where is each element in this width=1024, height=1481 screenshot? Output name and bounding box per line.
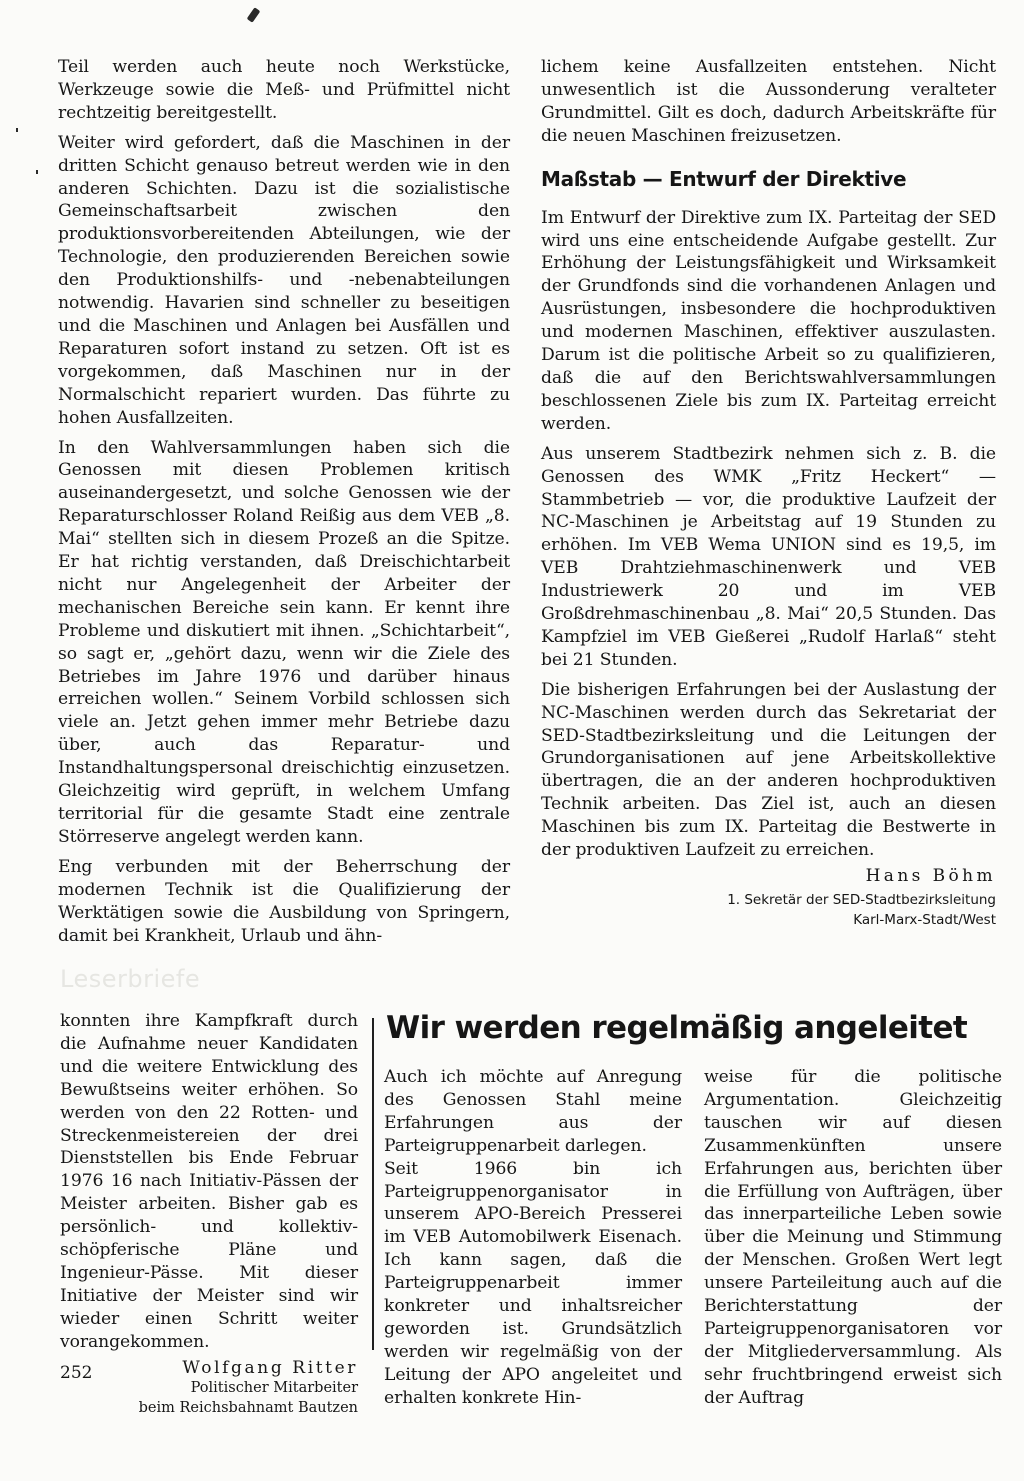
author-title: Politischer Mitarbeiter	[190, 1379, 358, 1396]
article-column-top-left	[58, 56, 510, 947]
article-paragraph: In den Wahlversammlungen haben sich die Genossen mit diesen Problemen kritisch auseinandergesetzt, und solche Genossen wie der Reparaturschlosser Roland Reißig aus dem VEB „8. Mai“ stellten sich in diesem Prozeß an die Spitze. Er hat richtig verstanden, daß Dreischichtarbeit nicht nur Angelegenheit der Arbeiter der mechanischen Bereiche sein kann. Er kennt ihre Probleme und diskutiert mit ihnen. „Schichtarbeit“, so sagt er, „gehört dazu, wenn wir die Ziele des Betriebes im Jahre 1976 und darüber hinaus erreichen wollen.“ Seinem Vorbild schlossen sich viele an. Jetzt gehen immer mehr Betriebe dazu über, auch das Reparatur- und Instandhaltungspersonal dreischichtig einzusetzen. Gleichzeitig wird geprüft, in welchem Umfang territorial für die gesamte Stadt eine zentrale Störreserve angelegt werden kann.	[58, 437, 510, 847]
letter-column-bottom-left	[60, 1010, 358, 1418]
article-paragraph: Teil werden auch heute noch Werkstücke, Werkzeuge sowie die Meß- und Prüfmittel nicht rechtzeitig bereitgestellt.	[58, 57, 510, 123]
article-paragraph: lichem keine Ausfallzeiten entstehen. Nicht unwesentlich ist die Aussonderung veralteter Grundmittel. Gilt es doch, dadurch Arbeitskräfte für die neuen Maschinen freizusetzen.	[541, 57, 996, 146]
letter-signature	[60, 1358, 358, 1418]
author-location: Karl-Marx-Stadt/West	[853, 911, 996, 928]
article-paragraph: Eng verbunden mit der Beherrschung der modernen Technik ist die Qualifizierung der Werktätigen sowie die Ausbildung von Springern, damit bei Krankheit, Urlaub und ähn-	[58, 856, 510, 946]
article-paragraph: Weiter wird gefordert, daß die Maschinen in der dritten Schicht genauso betreut werden wie in den anderen Schichten. Dazu ist die sozialistische Gemeinschaftsarbeit zwischen den produktionsvorbereitenden Abteilungen, wie der Technologie, den produzierenden Bereichen sowie den Produktionshilfs- und -nebenabteilungen notwendig. Havarien sind schneller zu beseitigen und die Maschinen und Anlagen bei Ausfällen und Reparaturen sofort instand zu setzen. Oft ist es vorgekommen, daß Maschinen nur in der Normalschicht repariert wurden. Das führte zu hohen Ausfallzeiten.	[58, 132, 510, 428]
letter-column-bottom-mid	[384, 1066, 682, 1410]
article-paragraph: Im Entwurf der Direktive zum IX. Parteitag der SED wird uns eine entscheidende Aufgabe gestellt. Zur Erhöhung der Leistungsfähigkeit und Wirksamkeit der Grundfonds sind die vorhandenen Anlagen und Ausrüstungen, insbesondere die hochproduktiven und modernen Maschinen, effektiver auszulasten. Darum ist die politische Arbeit so zu qualifizieren, daß die auf den Berichtswahlversammlungen beschlossenen Ziele bis zum IX. Parteitag erreicht werden.	[541, 207, 996, 434]
column-divider	[372, 1018, 374, 1350]
section-label: Leserbriefe	[60, 965, 201, 993]
author-location: beim Reichsbahnamt Bautzen	[138, 1399, 358, 1416]
ink-mark	[16, 128, 18, 132]
article-paragraph: Die bisherigen Erfahrungen bei der Auslastung der NC-Maschinen werden durch das Sekretariat der SED-Stadtbezirksleitung und die Leitungen der Grundorganisationen auf jene Arbeitskollektive übertragen, die an der anderen hochproduktiven Technik arbeiten. Das Ziel ist, auch an diesen Maschinen bis zum IX. Parteitag die Bestwerte in der produktiven Laufzeit zu erreichen.	[541, 679, 996, 861]
ink-mark	[247, 7, 261, 22]
ink-mark	[36, 170, 38, 174]
letter-paragraph: Seit 1966 bin ich Parteigruppenorganisator in unserem APO-Bereich Presserei im VEB Automobilwerk Eisenach. Ich kann sagen, daß die Parteigruppenarbeit immer konkreter und inhaltsreicher geworden ist. Grundsätzlich werden wir regelmäßig von der Leitung der APO angeleitet und erhalten konkrete Hin-	[384, 1158, 682, 1408]
letter-heading: Wir werden regelmäßig angeleitet	[386, 1010, 968, 1046]
letter-paragraph: weise für die politische Argumentation. Gleichzeitig tauschen wir auf diesen Zusammenkünften unsere Erfahrungen aus, berichten über die Erfüllung von Aufträgen, über das innerparteiliche Leben sowie über die Meinung und Stimmung der Menschen. Großen Wert legt unsere Parteileitung auch auf die Berichterstattung der Parteigruppenorganisatoren vor der Mitgliederversammlung. Als sehr fruchtbringend erweist sich der Auftrag	[704, 1067, 1002, 1408]
article-paragraph: Aus unserem Stadtbezirk nehmen sich z. B. die Genossen des WMK „Fritz Heckert“ — Stammbetrieb — vor, die produktive Laufzeit der NC-Maschinen je Arbeitstag auf 19 Stunden zu erhöhen. Im VEB Wema UNION sind es 19,5, im VEB Drahtziehmaschinenwerk und VEB Industriewerk 20 und im VEB Großdrehmaschinenbau „8. Mai“ 20,5 Stunden. Das Kampfziel im VEB Gießerei „Rudolf Harlaß“ steht bei 21 Stunden.	[541, 443, 996, 670]
page-number: 252	[60, 1363, 93, 1383]
letter-paragraph: Auch ich möchte auf Anregung des Genossen Stahl meine Erfahrungen aus der Parteigruppenarbeit darlegen.	[384, 1067, 682, 1156]
author-name: Wolfgang Ritter	[182, 1357, 358, 1378]
letter-column-bottom-right	[704, 1066, 1002, 1410]
article-column-top-right	[541, 56, 996, 930]
author-signature	[541, 866, 996, 930]
section-heading: Maßstab — Entwurf der Direktive	[541, 166, 907, 191]
author-name: Hans Böhm	[865, 866, 996, 886]
letter-paragraph: konnten ihre Kampfkraft durch die Aufnahme neuer Kandidaten und die weitere Entwicklung des Bewußtseins weiter erhöhen. So werden von den 22 Rotten- und Streckenmeistereien der drei Dienststellen bis Ende Februar 1976 16 nach Initiativ-Pässen der Meister arbeiten. Bisher gab es persönlich- und kollektiv-schöpferische Pläne und Ingenieur-Pässe. Mit dieser Initiative der Meister sind wir wieder einen Schritt weiter vorangekommen.	[60, 1011, 358, 1352]
author-title: 1. Sekretär der SED-Stadtbezirksleitung	[727, 892, 996, 908]
